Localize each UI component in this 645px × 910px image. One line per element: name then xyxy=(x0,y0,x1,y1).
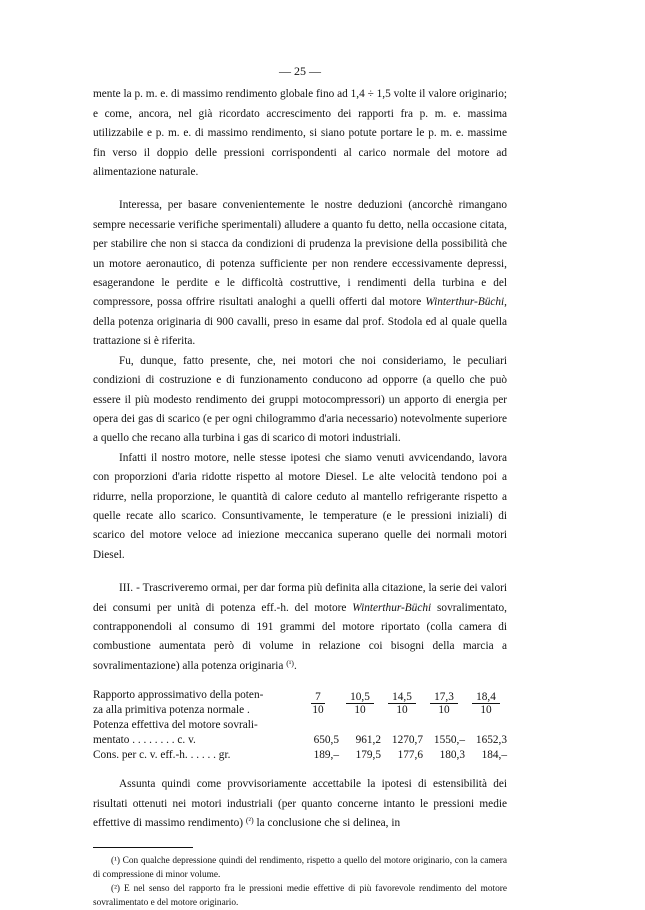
footnote-2: (²) E nel senso del rapporto fra le pressioni medie effettive di più favorevole rendimento del motore sovralimentato e del motore originario. xyxy=(93,884,507,909)
paragraph-5-text-b: sovralimentato, contrapponendoli al consumo di 191 grammi del motore riportato (colla camera di combustione aumentata però di volume in relazione coi bisogni della marcia a sovralimentazione) alla potenza originaria xyxy=(93,601,507,672)
ratio-denominator: 10 xyxy=(396,704,408,717)
power-value: 650,5 xyxy=(313,734,339,747)
ratio-denominator: 10 xyxy=(312,704,324,717)
power-label xyxy=(93,718,297,748)
paragraph-2-text-a: Interessa, per basare convenientemente le nostre deduzioni (ancorchè rimangano sempre necessarie verifiche sperimentali) alludere a quanto fu detto, nella occasione citata, per stabilire che non si stacca da condizioni di prudenza la previsione della possibilità che un motore aeronautico, di potenza sufficiente per non rendere eccessivamente depressi, esagerandone le perdite e le difficoltà costruttive, i rendimenti della turbina e del compressore, possa offrire risultati analoghi a quelli offerti dal motore xyxy=(93,199,507,309)
power-value: 1550,– xyxy=(433,734,465,747)
ratio-denominator: 10 xyxy=(354,704,366,717)
power-label-line-2: mentato . . . . . . . . c. v. xyxy=(93,734,196,747)
power-value: 1652,3 xyxy=(475,734,507,747)
ratio-numerator: 17,3 xyxy=(430,691,458,704)
ratio-numerator: 18,4 xyxy=(472,691,500,704)
ratio-label xyxy=(93,688,297,718)
ratio-fraction xyxy=(472,691,500,716)
ratio-numerator: 10,5 xyxy=(346,691,374,704)
ratio-numerator: 14,5 xyxy=(388,691,416,704)
paragraph-2 xyxy=(93,196,507,351)
paragraph-4: Infatti il nostro motore, nelle stesse ipotesi che siamo venuti avvicendando, lavora con proporzioni d'aria ridotte rispetto al motore Diesel. Le alte velocità tendono poi a ridurre, nella proporzione, le quantità di calore ceduto al mantello refrigerante rispetto a quelle recate allo scarico. Consuntivamente, le temperature (e le pressioni iniziali) di scarico del motore veloce ad iniezione meccanica superano quelle dei normali motori Diesel. xyxy=(93,451,507,561)
ratio-cell xyxy=(465,688,507,718)
consumption-value: 179,5 xyxy=(355,749,381,762)
power-label-line-1: Potenza effettiva del motore sovrali- xyxy=(93,719,258,732)
consumption-value: 189,– xyxy=(313,749,339,762)
paragraph-5-text-a: III. - Trascriveremo ormai, per dar forma più definita alla citazione, la serie dei valori dei consumi per unità di potenza eff.-h. del motore xyxy=(93,582,507,614)
paragraph-5 xyxy=(93,579,507,676)
paragraph-2-text-b: , della potenza originaria di 900 cavalli, preso in esame dal prof. Stodola ed al quale quella trattazione si è riferita. xyxy=(93,296,507,348)
consumption-value: 180,3 xyxy=(439,749,465,762)
ratio-cell xyxy=(423,688,465,718)
consumption-value: 184,– xyxy=(481,749,507,762)
consumption-table xyxy=(93,688,507,763)
power-value: 961,2 xyxy=(355,734,381,747)
table-row-consumption xyxy=(93,748,507,763)
ratio-numerator: 7 xyxy=(311,691,325,704)
table-row-ratio xyxy=(93,688,507,718)
paragraph-5-end: . xyxy=(293,659,297,672)
ratio-cell xyxy=(297,688,339,718)
ratio-label-line-1: Rapporto approssimativo della poten- xyxy=(93,689,264,702)
ratio-cell xyxy=(381,688,423,718)
footnote-divider xyxy=(93,847,193,848)
ratio-label-line-2: za alla primitiva potenza normale . xyxy=(93,704,250,717)
ratio-cell xyxy=(339,688,381,718)
ratio-denominator: 10 xyxy=(438,704,450,717)
paragraph-2-italic: Winterthur-Büchi xyxy=(425,296,505,309)
paragraph-6-text-a: Assunta quindi come provvisoriamente accettabile la ipotesi di estensibilità dei risultati ottenuti nei motori industriali (per quanto concerne intanto le pressioni medie effettive di massimo rendimento) xyxy=(93,778,507,829)
ratio-fraction xyxy=(430,691,458,716)
power-value: 1270,7 xyxy=(391,734,423,747)
paragraph-6-text-b: la conclusione che si delinea, in xyxy=(253,817,401,829)
ratio-fraction xyxy=(311,691,325,716)
paragraph-3: Fu, dunque, fatto presente, che, nei motori che noi consideriamo, le peculiari condizioni di costruzione e di funzionamento conducono ad opporre (a quello che può essere il più modesto rendimento dei gruppi motocompressori) un apporto di energia per opera dei gas di scarico (e per ogni chilogrammo d'aria necessario) notevolmente superiore a quello che recano alla turbina i gas di scarico di motori industriali. xyxy=(93,354,507,445)
page-body xyxy=(93,62,507,910)
ratio-denominator: 10 xyxy=(480,704,492,717)
paragraph-5-italic: Winterthur-Büchi xyxy=(352,601,432,614)
footnote-ref-2: (²) xyxy=(245,816,254,825)
footnote-1: (¹) Con qualche depressione quindi del rendimento, rispetto a quello del motore originario, con la camera di compressione di minor volume. xyxy=(93,856,507,881)
paragraph-1: mente la p. m. e. di massimo rendimento globale fino ad 1,4 ÷ 1,5 volte il valore originario; e come, ancora, nel già ricordato accrescimento dei rapporti fra p. m. e. massima utilizzabile e p. m. e. di massimo rendimento, si siano potute portare le p. m. e. massime fin verso il doppio delle pressioni corrispondenti al carico normale del motore ad alimentazione naturale. xyxy=(93,88,507,179)
ratio-fraction xyxy=(346,691,374,716)
ratio-fraction xyxy=(388,691,416,716)
page-number: — 25 — xyxy=(279,64,321,78)
consumption-value: 177,6 xyxy=(397,749,423,762)
table-row-power xyxy=(93,718,507,748)
consumption-label: Cons. per c. v. eff.-h. . . . . . gr. xyxy=(93,749,231,762)
paragraph-6 xyxy=(93,775,507,833)
footnote-ref-1: (¹) xyxy=(286,658,294,668)
